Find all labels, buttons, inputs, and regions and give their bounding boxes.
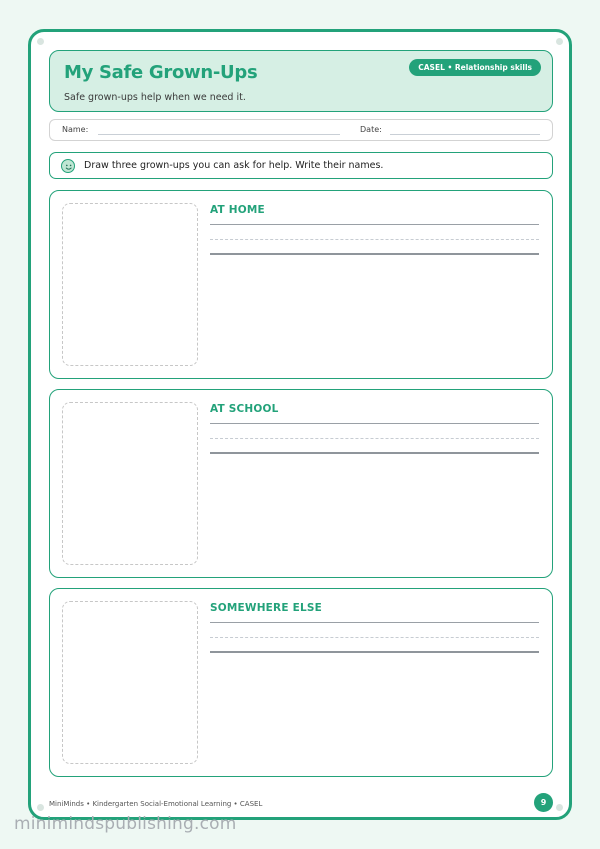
writing-line-top[interactable] — [210, 224, 539, 225]
card-at-home — [49, 190, 553, 379]
writing-line-base[interactable] — [210, 452, 539, 454]
corner-dot — [556, 38, 563, 45]
date-write-line[interactable] — [390, 134, 540, 135]
card-heading: SOMEWHERE ELSE — [210, 602, 322, 614]
worksheet-header — [49, 50, 553, 112]
watermark: minimindspublishing.com — [14, 814, 237, 834]
instruction-text: Draw three grown-ups you can ask for help. Write their names. — [84, 160, 384, 171]
worksheet-page — [28, 29, 572, 820]
drawing-box[interactable] — [62, 402, 198, 565]
footer-text: MiniMinds • Kindergarten Social-Emotional Learning • CASEL — [49, 800, 263, 808]
casel-badge: CASEL • Relationship skills — [409, 59, 541, 76]
writing-line-top[interactable] — [210, 423, 539, 424]
corner-dot — [37, 804, 44, 811]
writing-line-middle — [210, 438, 539, 439]
card-somewhere-else — [49, 588, 553, 777]
name-write-line[interactable] — [98, 134, 340, 135]
drawing-box[interactable] — [62, 601, 198, 764]
drawing-box[interactable] — [62, 203, 198, 366]
writing-line-middle — [210, 637, 539, 638]
smile-icon — [61, 159, 75, 173]
instruction-box — [49, 152, 553, 179]
card-heading: AT HOME — [210, 204, 265, 216]
card-heading: AT SCHOOL — [210, 403, 279, 415]
page-number-badge: 9 — [534, 793, 553, 812]
page-subtitle: Safe grown-ups help when we need it. — [64, 92, 246, 103]
corner-dot — [556, 804, 563, 811]
card-at-school — [49, 389, 553, 578]
writing-line-base[interactable] — [210, 651, 539, 653]
writing-line-top[interactable] — [210, 622, 539, 623]
page-title: My Safe Grown-Ups — [64, 62, 258, 83]
name-date-bar — [49, 119, 553, 141]
name-label: Name: — [62, 125, 89, 134]
corner-dot — [37, 38, 44, 45]
writing-line-middle — [210, 239, 539, 240]
date-label: Date: — [360, 125, 382, 134]
writing-line-base[interactable] — [210, 253, 539, 255]
